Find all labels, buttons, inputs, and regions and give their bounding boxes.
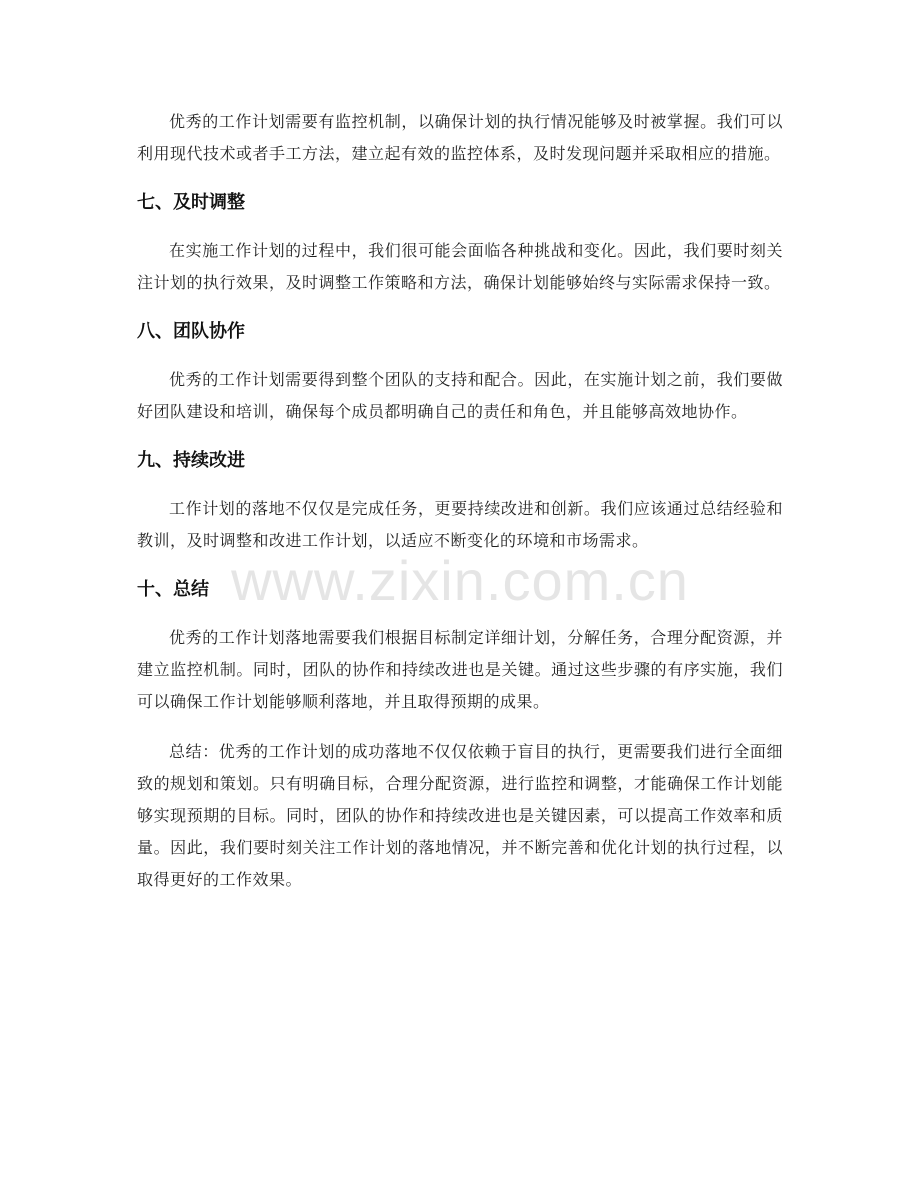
paragraph-section-8: 优秀的工作计划需要得到整个团队的支持和配合。因此，在实施计划之前，我们要做好团队建设和培训，确保每个成员都明确自己的责任和角色，并且能够高效地协作。 — [137, 370, 783, 421]
paragraph-section-7: 在实施工作计划的过程中，我们很可能会面临各种挑战和变化。因此，我们要时刻关注计划的执行效果，及时调整工作策略和方法，确保计划能够始终与实际需求保持一致。 — [137, 241, 783, 292]
heading-section-8: 八、团队协作 — [137, 321, 245, 342]
paragraph-section-9: 工作计划的落地不仅仅是完成任务，更要持续改进和创新。我们应该通过总结经验和教训，及时调整和改进工作计划，以适应不断变化的环境和市场需求。 — [137, 499, 783, 550]
paragraph-conclusion: 总结：优秀的工作计划的成功落地不仅仅依赖于盲目的执行，更需要我们进行全面细致的规划和策划。只有明确目标，合理分配资源，进行监控和调整，才能确保工作计划能够实现预期的目标。同时，团队的协作和持续改进也是关键因素，可以提高工作效率和质量。因此，我们要时刻关注工作计划的落地情况，并不断完善和优化计划的执行过程，以取得更好的工作效果。 — [137, 742, 783, 889]
heading-section-7: 七、及时调整 — [137, 192, 245, 213]
watermark: www.zixin.com.cn — [231, 549, 689, 612]
heading-section-10: 十、总结 — [137, 579, 209, 600]
document-body — [137, 106, 783, 896]
heading-section-9: 九、持续改进 — [137, 450, 245, 471]
paragraph-monitoring: 优秀的工作计划需要有监控机制，以确保计划的执行情况能够及时被掌握。我们可以利用现代技术或者手工方法，建立起有效的监控体系，及时发现问题并采取相应的措施。 — [137, 112, 783, 163]
paragraph-section-10: 优秀的工作计划落地需要我们根据目标制定详细计划，分解任务，合理分配资源，并建立监控机制。同时，团队的协作和持续改进也是关键。通过这些步骤的有序实施，我们可以确保工作计划能够顺利落地，并且取得预期的成果。 — [137, 628, 783, 711]
